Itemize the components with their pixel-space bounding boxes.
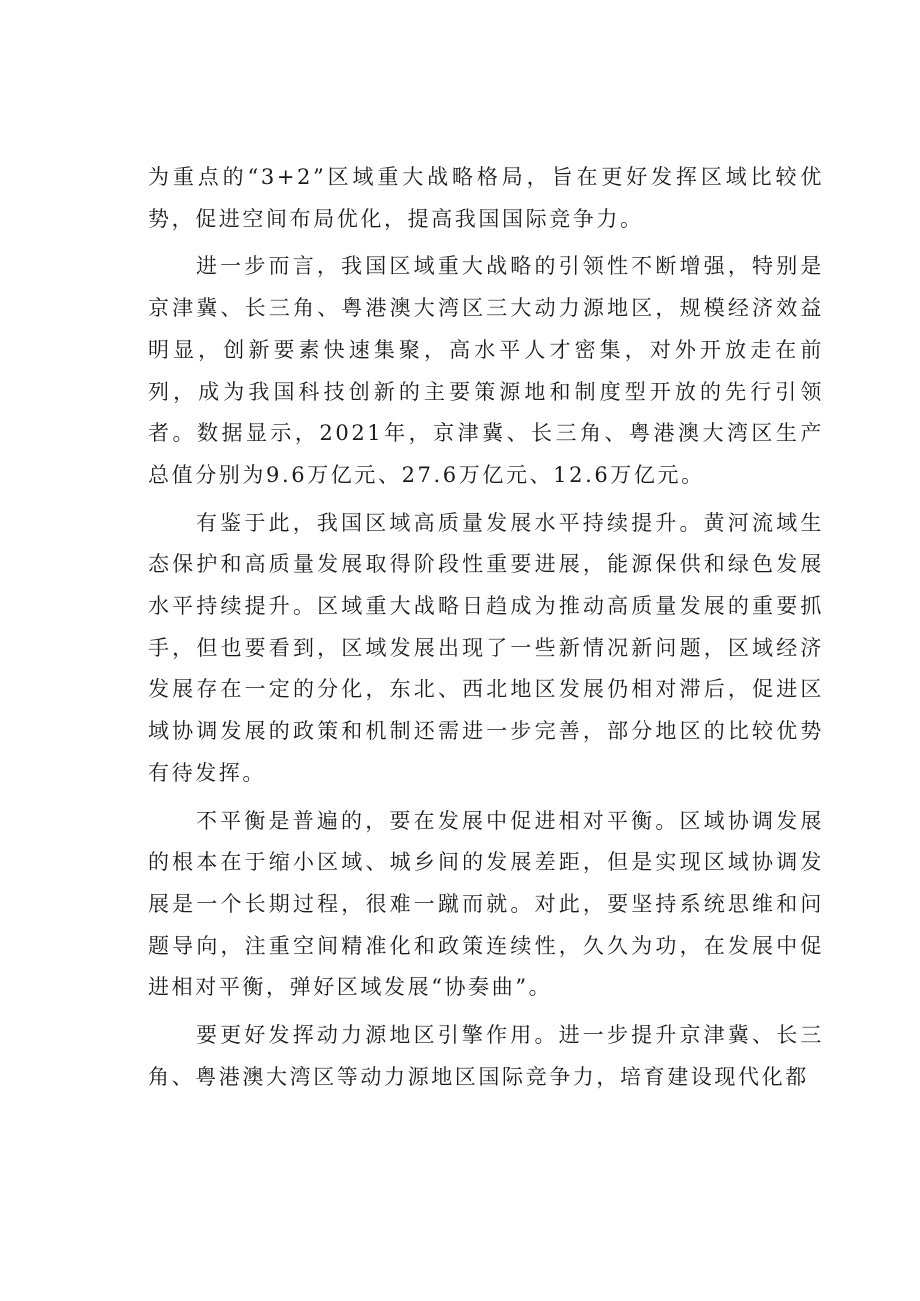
paragraph-relative-balance: 不平衡是普遍的，要在发展中促进相对平衡。区域协调发展的根本在于缩小区域、城乡间的发展差距，但是实现区域协调发展是一个长期过程，很难一蹴而就。对此，要坚持系统思维和问题导向，注重空间精准化和政策连续性，久久为功，在发展中促进相对平衡，弹好区域发展“协奏曲”。 [148, 808, 824, 1000]
paragraph-continuation: 为重点的“3+2”区域重大战略格局，旨在更好发挥区域比较优势，促进空间布局优化，提高我国国际竞争力。 [148, 165, 824, 231]
paragraph-high-quality-development: 有鉴于此，我国区域高质量发展水平持续提升。黄河流域生态保护和高质量发展取得阶段性重要进展，能源保供和绿色发展水平持续提升。区域重大战略日趋成为推动高质量发展的重要抓手，但也要看到，区域发展出现了一些新情况新问题，区域经济发展存在一定的分化，东北、西北地区发展仍相对滞后，促进区域协调发展的政策和机制还需进一步完善，部分地区的比较优势有待发挥。 [148, 510, 824, 785]
paragraph-major-strategies: 进一步而言，我国区域重大战略的引领性不断增强，特别是京津冀、长三角、粤港澳大湾区三大动力源地区，规模经济效益明显，创新要素快速集聚，高水平人才密集，对外开放走在前列，成为我国科技创新的主要策源地和制度型开放的先行引领者。数据显示，2021年，京津冀、长三角、粤港澳大湾区生产总值分别为9.6万亿元、27.6万亿元、12.6万亿元。 [148, 254, 824, 487]
paragraph-engine-role: 要更好发挥动力源地区引擎作用。进一步提升京津冀、长三角、粤港澳大湾区等动力源地区国际竞争力，培育建设现代化都 [148, 1023, 824, 1089]
document-page [148, 157, 824, 1104]
